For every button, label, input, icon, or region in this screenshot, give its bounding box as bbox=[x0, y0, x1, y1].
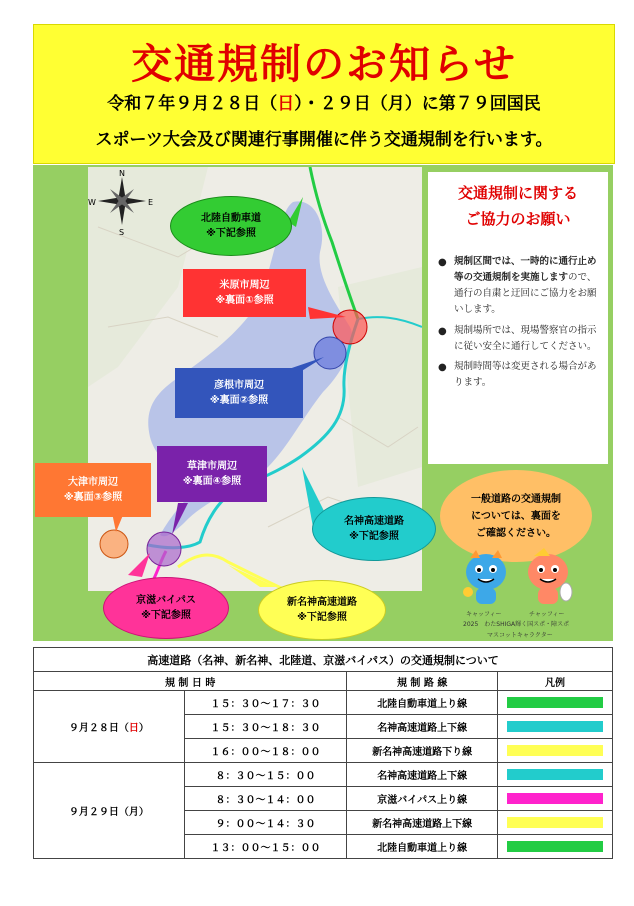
time-cell: １５：３０～１７：３０ bbox=[184, 691, 347, 715]
general-road-note-line-2: については、裏面を bbox=[471, 510, 561, 522]
callout-kusatsu-title: 草津市周辺 bbox=[187, 460, 237, 472]
legend-cell bbox=[498, 787, 613, 811]
page-title: 交通規制のお知らせ bbox=[131, 40, 517, 88]
legend-swatch bbox=[507, 745, 603, 756]
legend-cell bbox=[498, 715, 613, 739]
route-cell: 北陸自動車道上り線 bbox=[347, 835, 498, 859]
header-line-1 bbox=[34, 89, 614, 114]
compass-e-label: E bbox=[148, 198, 154, 207]
mascot-chaffy-icon bbox=[520, 548, 576, 608]
callout-keiji bbox=[103, 577, 229, 639]
route-cell: 新名神高速道路上下線 bbox=[347, 811, 498, 835]
legend-cell bbox=[498, 835, 613, 859]
cooperation-request-box bbox=[428, 172, 608, 464]
time-cell: １６：００～１８：００ bbox=[184, 739, 347, 763]
cooperation-bullets bbox=[438, 254, 603, 395]
callout-shinmeishin-title: 新名神高速道路 bbox=[287, 596, 357, 608]
callout-otsu-title: 大津市周辺 bbox=[68, 476, 118, 488]
header-line-2: スポーツ大会及び関連行事開催に伴う交通規制を行います。 bbox=[95, 130, 553, 150]
legend-swatch bbox=[507, 721, 603, 732]
bullet-dot-icon: ● bbox=[438, 361, 447, 373]
callout-keiji-ref: ※下記参照 bbox=[141, 610, 191, 621]
callout-maibara bbox=[183, 269, 306, 317]
callout-shinmeishin-ref: ※下記参照 bbox=[297, 612, 347, 623]
date-part-2: ） bbox=[138, 723, 149, 734]
cooperation-bullet bbox=[438, 359, 603, 391]
mascot-name-2: チャッフィー bbox=[529, 611, 565, 618]
callout-kusatsu-ref: ※裏面④参照 bbox=[182, 476, 242, 487]
callout-meishin-title: 名神高速道路 bbox=[344, 515, 404, 527]
callout-hikone-ref: ※裏面②参照 bbox=[209, 395, 269, 406]
bullet-dot-icon: ● bbox=[438, 325, 447, 337]
cooperation-bullet-text: 規制場所では、現場警察官の指示に従い安全に通行してください。 bbox=[454, 324, 597, 352]
legend-cell bbox=[498, 691, 613, 715]
cooperation-title-line-1: 交通規制に関する bbox=[457, 184, 578, 202]
table-title: 高速道路（名神、新名神、北陸道、京滋バイパス）の交通規制について bbox=[34, 648, 613, 672]
time-cell: １３：００～１５：００ bbox=[184, 835, 347, 859]
legend-cell bbox=[498, 763, 613, 787]
route-cell: 名神高速道路上下線 bbox=[347, 715, 498, 739]
route-cell: 北陸自動車道上り線 bbox=[347, 691, 498, 715]
table-row bbox=[34, 691, 613, 715]
callout-meishin-ref: ※下記参照 bbox=[349, 531, 399, 542]
callout-maibara-ref: ※裏面①参照 bbox=[215, 295, 274, 306]
callout-maibara-title: 米原市周辺 bbox=[219, 279, 270, 291]
legend-swatch bbox=[507, 769, 603, 780]
time-cell: ８：３０～１４：００ bbox=[184, 787, 347, 811]
legend-swatch bbox=[507, 817, 603, 828]
mascot-name-1: キャッフィー bbox=[466, 611, 502, 618]
cooperation-title bbox=[428, 180, 608, 233]
cooperation-bullet bbox=[438, 323, 603, 355]
column-header-datetime: 規 制 日 時 bbox=[34, 672, 347, 691]
header-banner bbox=[33, 24, 615, 164]
callout-hikone bbox=[175, 368, 303, 418]
compass-n-label: N bbox=[119, 169, 125, 178]
cooperation-title-line-2: ご協力のお願い bbox=[465, 210, 571, 229]
callout-hokuriku-ref: ※下記参照 bbox=[206, 228, 256, 239]
time-cell: １５：３０～１８：３０ bbox=[184, 715, 347, 739]
compass-w-label: W bbox=[88, 198, 96, 207]
column-header-legend: 凡例 bbox=[498, 672, 613, 691]
callout-shinmeishin bbox=[258, 580, 386, 640]
time-cell: ９：００～１４：３０ bbox=[184, 811, 347, 835]
hikone-zone bbox=[314, 337, 346, 369]
bullet-dot-icon: ● bbox=[438, 257, 447, 268]
kusatsu-zone bbox=[147, 532, 181, 566]
date-cell: ９月２９日（月） bbox=[34, 763, 185, 859]
cooperation-bullet-emphasis: 規制区間では、一時的に通行止め等の交通規制を実施します bbox=[454, 256, 597, 284]
legend-swatch bbox=[507, 793, 603, 804]
cooperation-bullet-text: ので、通行の自粛と迂回にご協力をお願いします。 bbox=[454, 272, 597, 316]
expressway-regulation-table bbox=[33, 647, 613, 859]
legend-cell bbox=[498, 811, 613, 835]
legend-swatch bbox=[507, 841, 603, 852]
column-header-route: 規 制 路 線 bbox=[347, 672, 498, 691]
cooperation-bullet-text: 規制時間等は変更される場合があります。 bbox=[454, 360, 597, 388]
callout-hokuriku bbox=[170, 196, 292, 256]
date-sunday: 日 bbox=[128, 723, 139, 734]
route-cell: 名神高速道路上下線 bbox=[347, 763, 498, 787]
legend-cell bbox=[498, 739, 613, 763]
mascot-kyaffy-icon bbox=[458, 548, 514, 608]
compass-s-label: S bbox=[119, 228, 125, 237]
callout-otsu-ref: ※裏面③参照 bbox=[63, 492, 123, 503]
header-line-1-part1: 令和７年９月２８日（ bbox=[107, 94, 278, 114]
callout-kusatsu bbox=[157, 446, 267, 502]
route-cell: 新名神高速道路下り線 bbox=[347, 739, 498, 763]
mascot-caption: 2025 わたSHIGA輝く国スポ・障スポ bbox=[463, 621, 570, 628]
date-part-1: ９月２８日（ bbox=[68, 723, 129, 734]
table-row bbox=[34, 763, 613, 787]
callout-otsu bbox=[35, 463, 151, 517]
cooperation-bullet bbox=[438, 254, 603, 319]
header-line-1-sunday: 日 bbox=[277, 94, 295, 114]
header-line-1-part2: ）・２９日（月）に第７９回国民 bbox=[294, 94, 541, 114]
otsu-zone bbox=[100, 530, 128, 558]
mascot-caption-2: マスコットキャラクター bbox=[487, 632, 553, 639]
callout-hikone-title: 彦根市周辺 bbox=[214, 379, 264, 391]
general-road-note-line-3: ご確認ください。 bbox=[476, 527, 556, 539]
time-cell: ８：３０～１５：００ bbox=[184, 763, 347, 787]
callout-keiji-title: 京滋バイパス bbox=[136, 594, 196, 606]
general-road-note-line-1: 一般道路の交通規制 bbox=[471, 493, 561, 505]
callout-meishin bbox=[312, 497, 436, 561]
route-cell: 京滋バイパス上り線 bbox=[347, 787, 498, 811]
date-cell bbox=[34, 691, 185, 763]
legend-swatch bbox=[507, 697, 603, 708]
callout-hokuriku-title: 北陸自動車道 bbox=[201, 212, 261, 224]
